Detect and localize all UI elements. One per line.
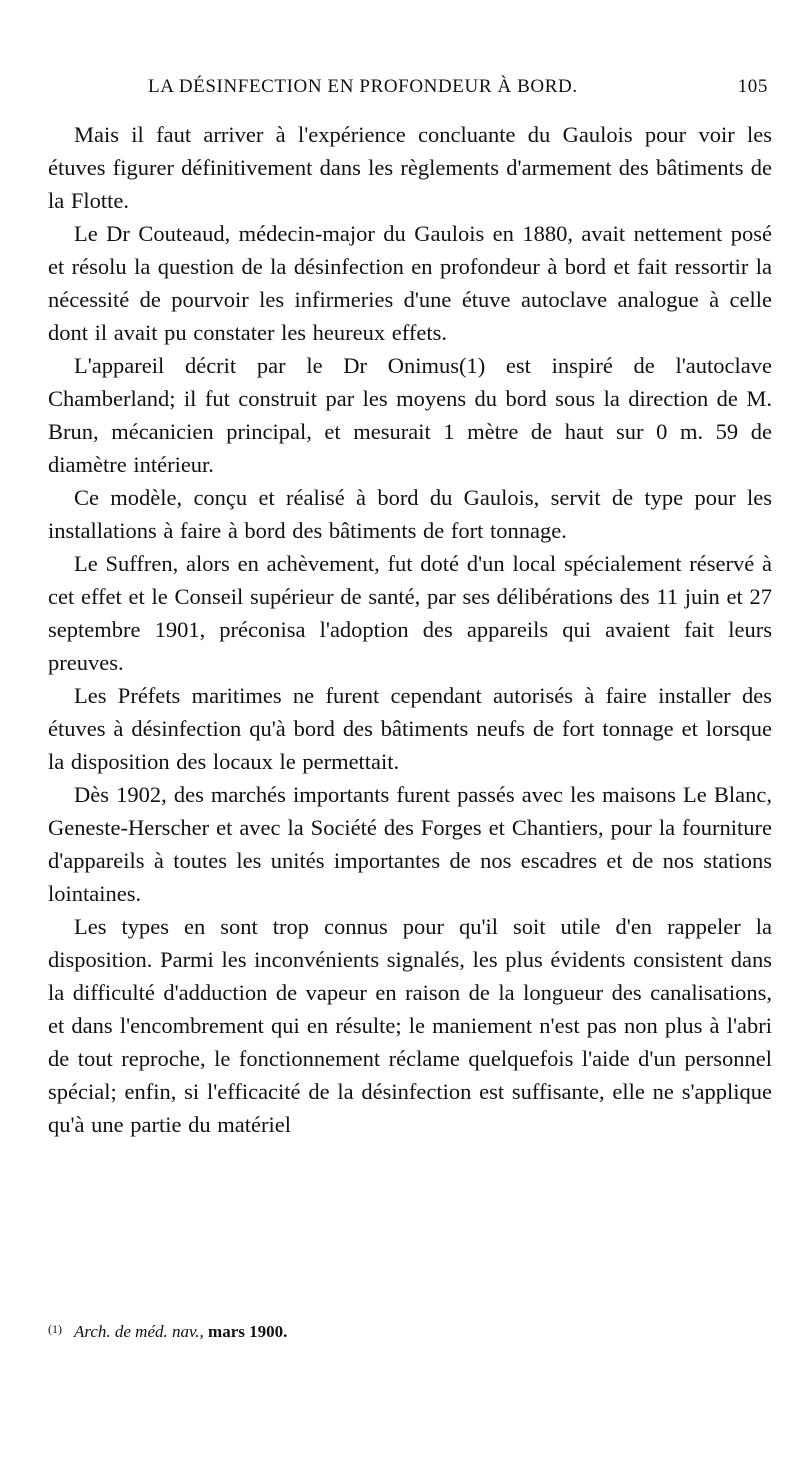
paragraph: Mais il faut arriver à l'expérience concluante du Gaulois pour voir les étuves figurer définitivement dans les règlements d'armement des bâtiments de la Flotte. (48, 122, 772, 213)
body-text (48, 118, 772, 1141)
paragraph: Les Préfets maritimes ne furent cependant autorisés à faire installer des étuves à désinfection qu'à bord des bâtiments neufs de fort tonnage et lorsque la disposition des locaux le permettait. (48, 683, 772, 774)
running-title: LA DÉSINFECTION EN PROFONDEUR À BORD. (148, 76, 578, 97)
paragraph: L'appareil décrit par le Dr Onimus(1) est inspiré de l'autoclave Chamberland; il fut construit par les moyens du bord sous la direction de M. Brun, mécanicien principal, et mesurait 1 mètre de haut sur 0 m. 59 de diamètre intérieur. (48, 353, 772, 477)
paragraph: Dès 1902, des marchés importants furent passés avec les maisons Le Blanc, Geneste-Herscher et avec la Société des Forges et Chantiers, pour la fourniture d'appareils à toutes les unités importantes de nos escadres et de nos stations lointaines. (48, 782, 772, 906)
page-number: 105 (737, 76, 768, 97)
paragraph: Ce modèle, conçu et réalisé à bord du Gaulois, servit de type pour les installations à faire à bord des bâtiments de fort tonnage. (48, 485, 772, 543)
footnote-date: mars 1900. (208, 1322, 288, 1341)
paragraph: Le Suffren, alors en achèvement, fut doté d'un local spécialement réservé à cet effet et le Conseil supérieur de santé, par ses délibérations des 11 juin et 27 septembre 1901, préconisa l'adoption des appareils qui avaient fait leurs preuves. (48, 551, 772, 675)
paragraph: Les types en sont trop connus pour qu'il soit utile d'en rappeler la disposition. Parmi les inconvénients signalés, les plus évidents consistent dans la difficulté d'adduction de vapeur en raison de la longueur des canalisations, et dans l'encombrement qui en résulte; le maniement n'est pas non plus à l'abri de tout reproche, le fonctionnement réclame quelquefois l'aide d'un personnel spécial; enfin, si l'efficacité de la désinfection est suffisante, elle ne s'applique qu'à une partie du matériel (48, 914, 772, 1137)
footnote-mark: (1) (48, 1322, 62, 1336)
footnote (48, 1322, 287, 1342)
footnote-text: Arch. de méd. nav., (73, 1322, 204, 1341)
paragraph: Le Dr Couteaud, médecin-major du Gaulois en 1880, avait nettement posé et résolu la question de la désinfection en profondeur à bord et fait ressortir la nécessité de pourvoir les infirmeries d'une étuve autoclave analogue à celle dont il avait pu constater les heureux effets. (48, 221, 772, 345)
running-head (148, 76, 768, 106)
